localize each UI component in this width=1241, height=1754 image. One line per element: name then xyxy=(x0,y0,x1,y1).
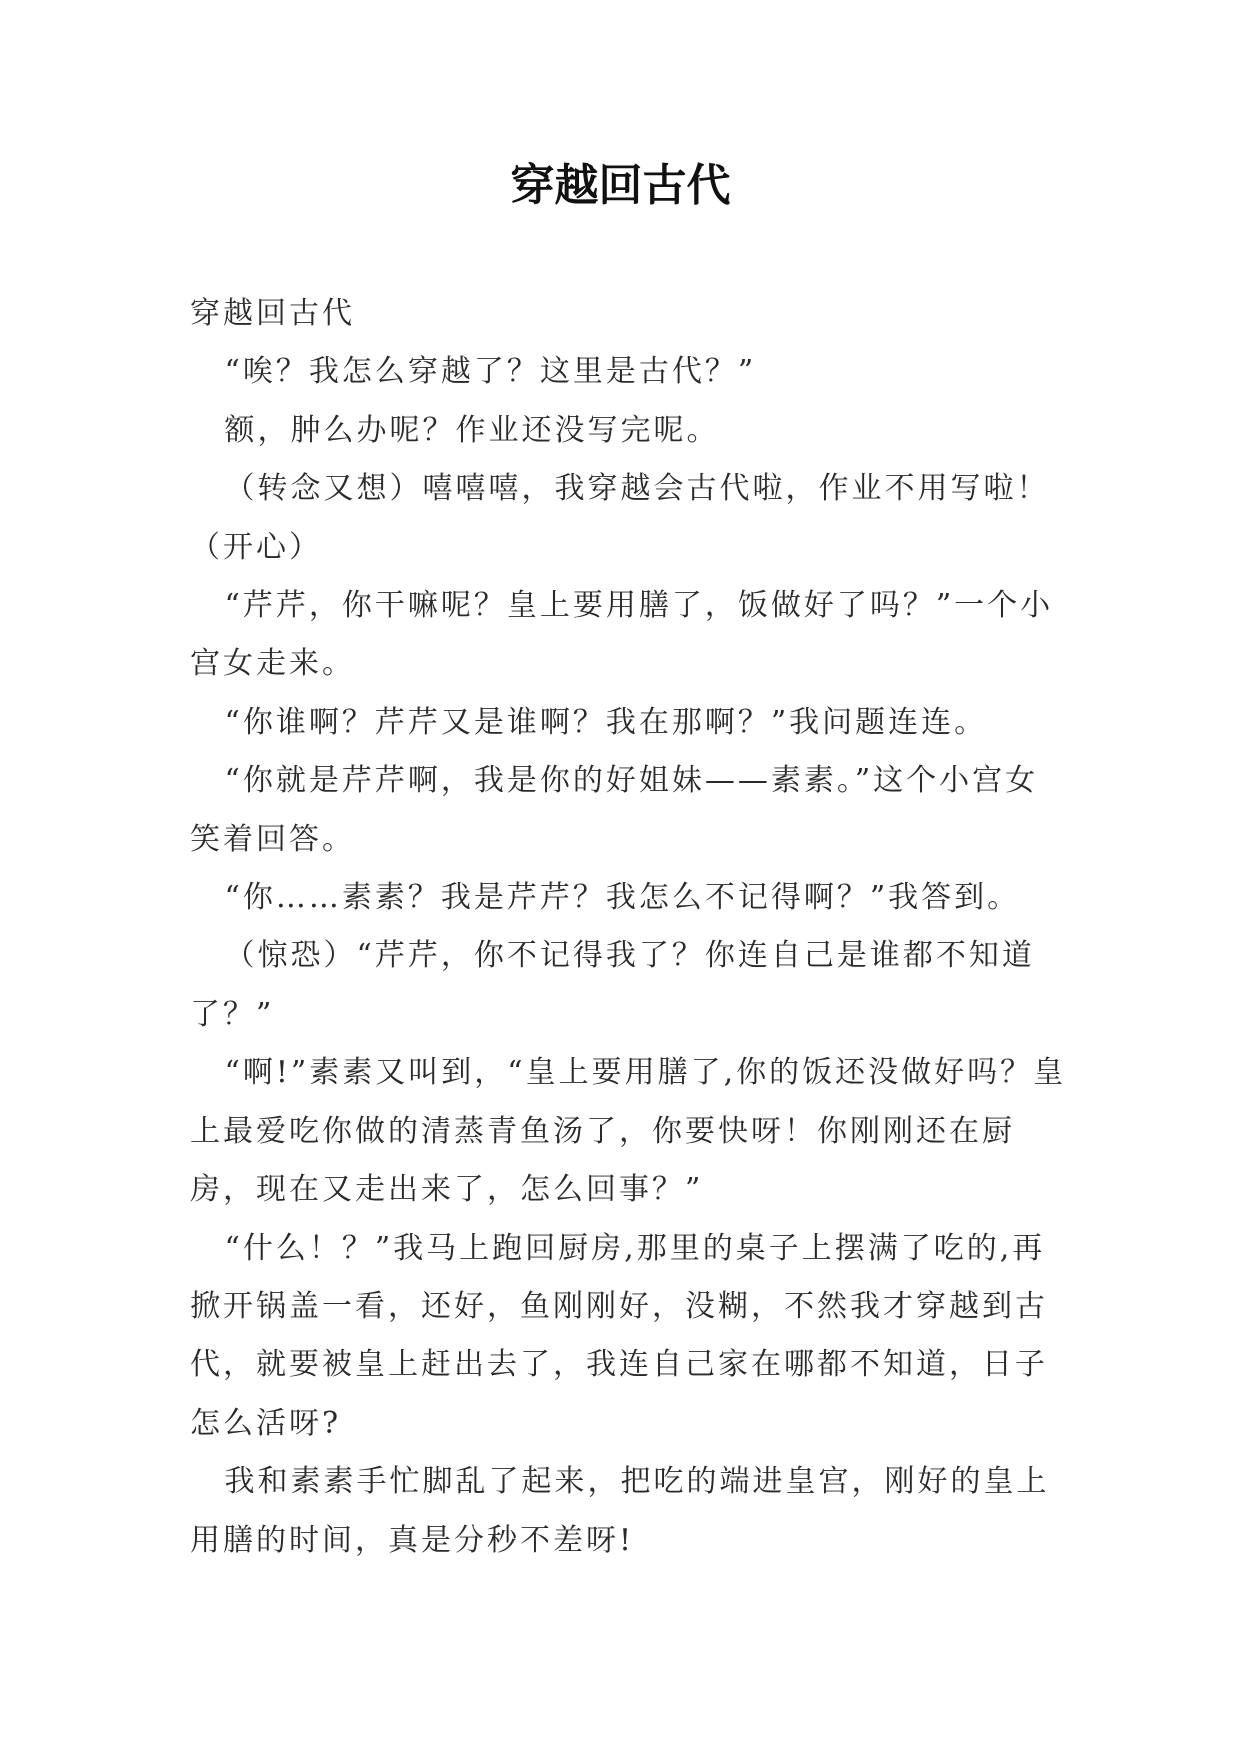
paragraph: （惊恐）“芹芹，你不记得我了？你连自己是谁都不知道了？” xyxy=(190,938,1035,1032)
paragraph: “啊!”素素又叫到，“皇上要用膳了,你的饭还没做好吗？皇上最爱吃你做的清蒸青鱼汤了，你要快呀！你刚刚还在厨房，现在又走出来了，怎么回事？” xyxy=(190,1055,1067,1208)
document-body xyxy=(190,285,1070,1570)
document-title: 穿越回古代 xyxy=(510,160,731,211)
paragraph: 我和素素手忙脚乱了起来，把吃的端进皇宫，刚好的皇上用膳的时间，真是分秒不差呀! xyxy=(190,1464,1050,1558)
paragraph: “唉？我怎么穿越了？这里是古代？” xyxy=(224,354,757,390)
paragraph: （转念又想）嘻嘻嘻，我穿越会古代啦，作业不用写啦！（开心） xyxy=(190,471,1050,565)
paragraph: 穿越回古代 xyxy=(190,296,355,331)
paragraph: “什么！？”我马上跑回厨房,那里的桌子上摆满了吃的,再掀开锅盖一看，还好，鱼刚刚好，没糊，不然我才穿越到古代，就要被皇上赶出去了，我连自己家在哪都不知道，日子怎么活呀? xyxy=(190,1230,1048,1441)
paragraph: “芹芹，你干嘛呢？皇上要用膳了，饭做好了吗？”一个小宫女走来。 xyxy=(190,588,1054,682)
paragraph: “你谁啊？芹芹又是谁啊？我在那啊？”我问题连连。 xyxy=(224,704,988,740)
paragraph: 额，肿么办呢？作业还没写完呢。 xyxy=(224,412,720,448)
paragraph: “你……素素？我是芹芹？我怎么不记得啊？”我答到。 xyxy=(224,880,1021,916)
paragraph: “你就是芹芹啊，我是你的好姐妹——素素。”这个小宫女笑着回答。 xyxy=(190,763,1039,857)
